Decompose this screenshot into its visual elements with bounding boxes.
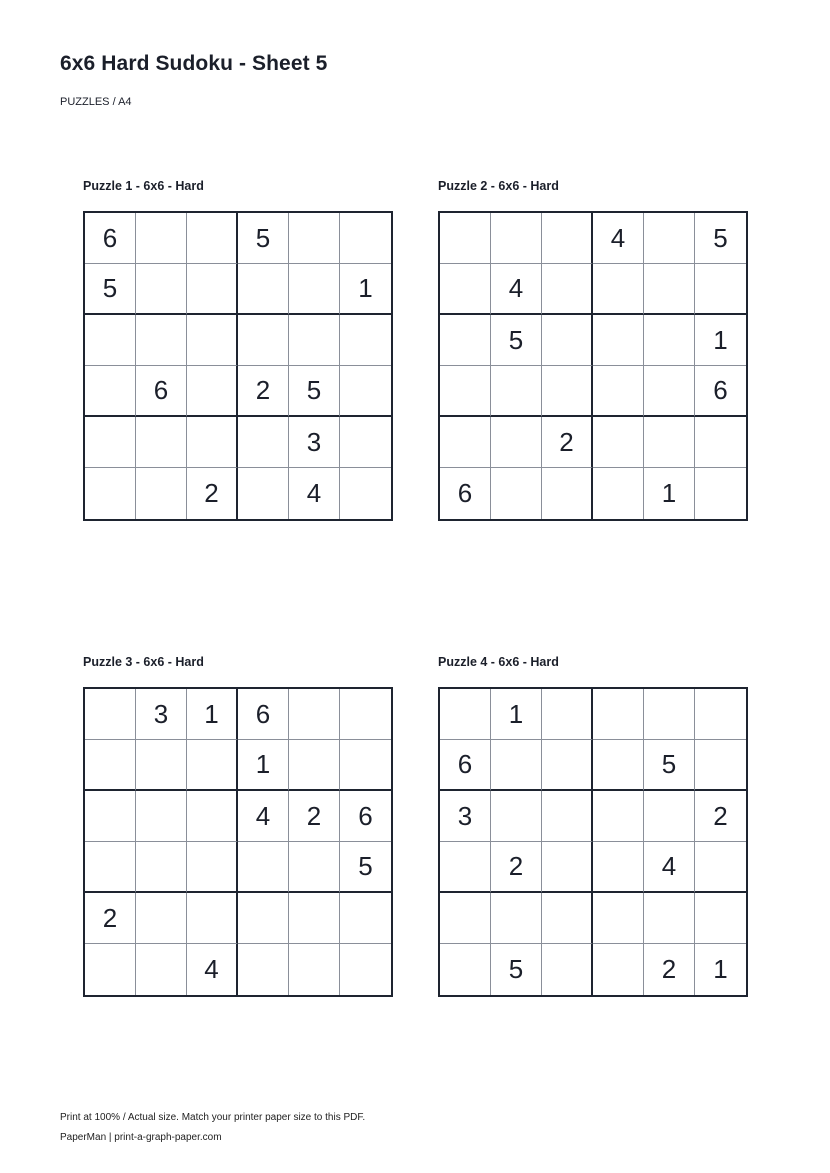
sudoku-cell xyxy=(340,417,391,468)
sudoku-cell xyxy=(187,366,238,417)
sudoku-cell xyxy=(340,740,391,791)
sudoku-cell xyxy=(238,417,289,468)
sudoku-cell xyxy=(187,213,238,264)
sudoku-cell xyxy=(238,893,289,944)
sudoku-cell xyxy=(187,893,238,944)
sudoku-cell xyxy=(187,315,238,366)
sudoku-cell xyxy=(238,842,289,893)
sudoku-cell xyxy=(542,315,593,366)
sudoku-cell xyxy=(238,944,289,995)
sudoku-cell xyxy=(85,740,136,791)
sudoku-cell xyxy=(187,264,238,315)
sudoku-cell: 1 xyxy=(491,689,542,740)
sudoku-cell xyxy=(542,740,593,791)
sudoku-cell xyxy=(289,213,340,264)
sudoku-grid xyxy=(438,211,748,521)
site-credit: PaperMan | print-a-graph-paper.com xyxy=(60,1132,222,1143)
sudoku-cell: 5 xyxy=(695,213,746,264)
sudoku-cell xyxy=(644,893,695,944)
sudoku-cell xyxy=(695,417,746,468)
sudoku-cell: 5 xyxy=(289,366,340,417)
sudoku-cell xyxy=(440,315,491,366)
sudoku-cell xyxy=(85,944,136,995)
sudoku-cell xyxy=(85,417,136,468)
sudoku-cell xyxy=(136,417,187,468)
sudoku-cell: 1 xyxy=(695,315,746,366)
sudoku-cell xyxy=(695,689,746,740)
sudoku-grid xyxy=(83,687,393,997)
sudoku-cell: 6 xyxy=(85,213,136,264)
sudoku-cell xyxy=(491,468,542,519)
sudoku-cell xyxy=(136,791,187,842)
sudoku-cell: 6 xyxy=(440,740,491,791)
puzzle-title: Puzzle 2 - 6x6 - Hard xyxy=(438,179,559,193)
sudoku-cell: 5 xyxy=(85,264,136,315)
sudoku-cell: 6 xyxy=(238,689,289,740)
sudoku-cell xyxy=(695,468,746,519)
sudoku-cell: 2 xyxy=(85,893,136,944)
sudoku-cell xyxy=(542,944,593,995)
sudoku-cell xyxy=(289,264,340,315)
sudoku-cell xyxy=(440,944,491,995)
sudoku-cell xyxy=(289,893,340,944)
sudoku-cell xyxy=(593,264,644,315)
sudoku-cell xyxy=(289,740,340,791)
sudoku-cell xyxy=(542,689,593,740)
sudoku-cell xyxy=(542,893,593,944)
sudoku-cell: 2 xyxy=(542,417,593,468)
sudoku-cell xyxy=(340,893,391,944)
sudoku-cell xyxy=(289,944,340,995)
sudoku-cell: 1 xyxy=(187,689,238,740)
sudoku-grid xyxy=(83,211,393,521)
sudoku-cell: 2 xyxy=(238,366,289,417)
sudoku-cell xyxy=(340,366,391,417)
sudoku-cell: 4 xyxy=(187,944,238,995)
sudoku-cell xyxy=(289,842,340,893)
sudoku-cell xyxy=(187,417,238,468)
sudoku-cell: 4 xyxy=(593,213,644,264)
sudoku-cell xyxy=(593,791,644,842)
sudoku-cell: 4 xyxy=(491,264,542,315)
puzzle-title: Puzzle 4 - 6x6 - Hard xyxy=(438,655,559,669)
sudoku-cell: 2 xyxy=(644,944,695,995)
sudoku-cell xyxy=(289,689,340,740)
sudoku-cell xyxy=(644,791,695,842)
sudoku-cell xyxy=(593,417,644,468)
sudoku-cell xyxy=(593,944,644,995)
sudoku-cell xyxy=(644,264,695,315)
print-note: Print at 100% / Actual size. Match your printer paper size to this PDF. xyxy=(60,1112,366,1123)
sudoku-cell xyxy=(238,264,289,315)
sudoku-cell xyxy=(491,366,542,417)
sudoku-cell xyxy=(136,893,187,944)
sudoku-cell xyxy=(644,417,695,468)
sudoku-cell xyxy=(440,417,491,468)
sudoku-cell xyxy=(440,689,491,740)
sudoku-cell: 1 xyxy=(644,468,695,519)
sudoku-cell xyxy=(542,366,593,417)
sudoku-cell: 6 xyxy=(440,468,491,519)
puzzle-title: Puzzle 1 - 6x6 - Hard xyxy=(83,179,204,193)
sudoku-cell xyxy=(593,315,644,366)
sudoku-cell: 2 xyxy=(695,791,746,842)
sudoku-cell: 1 xyxy=(340,264,391,315)
sudoku-cell xyxy=(644,366,695,417)
sudoku-cell xyxy=(340,468,391,519)
sudoku-cell xyxy=(85,689,136,740)
sudoku-cell xyxy=(491,893,542,944)
sudoku-cell xyxy=(136,315,187,366)
sudoku-cell xyxy=(542,791,593,842)
sudoku-grid xyxy=(438,687,748,997)
sudoku-cell xyxy=(491,791,542,842)
sudoku-cell: 2 xyxy=(187,468,238,519)
sudoku-cell xyxy=(187,791,238,842)
sudoku-cell xyxy=(136,468,187,519)
sudoku-cell xyxy=(238,315,289,366)
sudoku-cell: 6 xyxy=(340,791,391,842)
sudoku-cell xyxy=(491,417,542,468)
puzzle-2 xyxy=(438,177,748,521)
sudoku-cell xyxy=(85,468,136,519)
sudoku-cell xyxy=(289,315,340,366)
sudoku-cell xyxy=(85,366,136,417)
sudoku-cell xyxy=(440,264,491,315)
sudoku-cell: 3 xyxy=(289,417,340,468)
sudoku-cell xyxy=(340,315,391,366)
sudoku-cell xyxy=(187,740,238,791)
sudoku-cell: 6 xyxy=(695,366,746,417)
page-subtitle: PUZZLES / A4 xyxy=(60,96,132,108)
sudoku-cell xyxy=(593,893,644,944)
sudoku-cell xyxy=(644,315,695,366)
sudoku-cell: 6 xyxy=(136,366,187,417)
sudoku-cell: 4 xyxy=(238,791,289,842)
puzzle-4 xyxy=(438,653,748,997)
sudoku-cell xyxy=(85,315,136,366)
sudoku-cell: 3 xyxy=(440,791,491,842)
sudoku-cell: 1 xyxy=(713,954,728,984)
sudoku-cell: 2 xyxy=(491,842,542,893)
sudoku-cell xyxy=(695,893,746,944)
sudoku-cell xyxy=(440,893,491,944)
sudoku-cell: 3 xyxy=(136,689,187,740)
puzzle-1 xyxy=(83,177,393,521)
sudoku-cell xyxy=(542,264,593,315)
sudoku-cell xyxy=(491,213,542,264)
sudoku-cell xyxy=(187,842,238,893)
sudoku-cell xyxy=(593,842,644,893)
sudoku-cell xyxy=(238,468,289,519)
sudoku-cell xyxy=(85,842,136,893)
sudoku-cell xyxy=(593,689,644,740)
sudoku-cell xyxy=(136,842,187,893)
sudoku-cell xyxy=(340,689,391,740)
sudoku-cell xyxy=(491,740,542,791)
sudoku-cell xyxy=(85,791,136,842)
sudoku-cell xyxy=(136,213,187,264)
puzzle-3 xyxy=(83,653,393,997)
sudoku-cell xyxy=(136,740,187,791)
sudoku-cell xyxy=(695,842,746,893)
sudoku-cell: 5 xyxy=(491,944,542,995)
sudoku-cell xyxy=(340,213,391,264)
sudoku-cell xyxy=(593,740,644,791)
sudoku-cell: 5 xyxy=(491,315,542,366)
sudoku-cell xyxy=(340,944,391,995)
sudoku-cell: 4 xyxy=(289,468,340,519)
sudoku-cell: 2 xyxy=(289,791,340,842)
sudoku-cell xyxy=(695,740,746,791)
sudoku-cell xyxy=(644,689,695,740)
sudoku-cell xyxy=(593,468,644,519)
sudoku-cell: 4 xyxy=(644,842,695,893)
sudoku-cell xyxy=(542,468,593,519)
sudoku-cell xyxy=(136,264,187,315)
sudoku-cell xyxy=(542,842,593,893)
puzzle-title: Puzzle 3 - 6x6 - Hard xyxy=(83,655,204,669)
page-title: 6x6 Hard Sudoku - Sheet 5 xyxy=(60,52,328,75)
sudoku-cell xyxy=(644,213,695,264)
sudoku-cell: 5 xyxy=(644,740,695,791)
sudoku-cell xyxy=(440,366,491,417)
sudoku-cell: 5 xyxy=(340,842,391,893)
sudoku-cell xyxy=(593,366,644,417)
sudoku-cell: 1 xyxy=(238,740,289,791)
sudoku-cell xyxy=(542,213,593,264)
sudoku-cell xyxy=(695,264,746,315)
sudoku-cell xyxy=(440,842,491,893)
sudoku-cell xyxy=(440,213,491,264)
sudoku-cell: 5 xyxy=(238,213,289,264)
sudoku-cell xyxy=(136,944,187,995)
